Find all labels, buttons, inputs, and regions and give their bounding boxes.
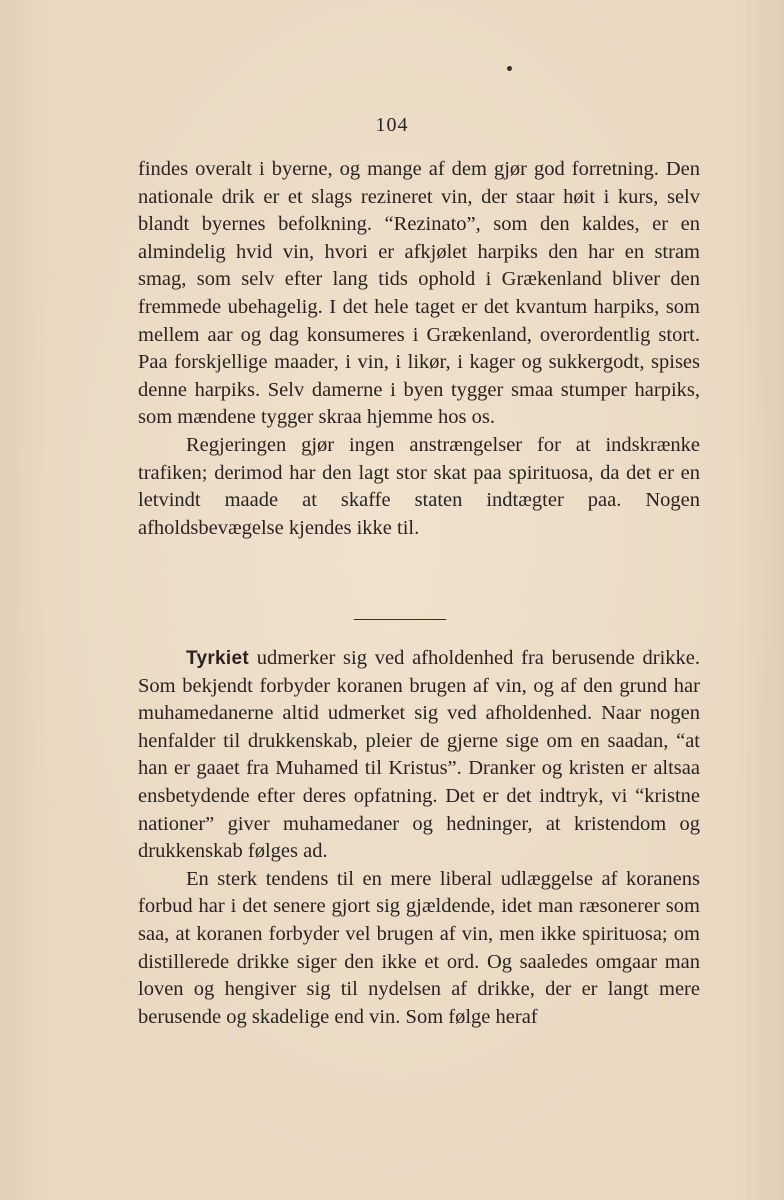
ink-speck [507, 66, 512, 71]
text-block-greece [138, 156, 700, 542]
text-block-turkey [138, 645, 700, 1031]
paragraph-greece-harpiks: findes overalt i byerne, og mange af dem gjør god forretning. Den nationale drik er et slags rezineret vin, der staar høit i kurs, selv blandt byernes befolkning. “Rezinato”, som den kaldes, er en almindelig hvid vin, hvori er afkjølet harpiks den har en stram smag, som selv efter lang tids ophold i Grækenland bliver den fremmede ubehagelig. I det hele taget er det kvantum harpiks, som mellem aar og dag konsumeres i Grækenland, overordentlig stort. Paa forskjellige maader, i vin, i likør, i kager og sukkergodt, spises denne harpiks. Selv damerne i byen tygger smaa stumper harpiks, som mændene tygger skraa hjemme hos os. [138, 158, 700, 429]
paragraph-turkey-koran: En sterk tendens til en mere liberal udlæggelse af koranens forbud har i det senere gjort sig gjældende, idet man ræsonerer som saa, at koranen forbyder vel brugen af vin, men ikke spirituosa; om distillerede drikke siger den ikke et ord. Og saaledes omgaar man loven og hengiver sig til nydelsen af drikke, der er langt mere berusende og skadelige end vin. Som følge heraf [138, 867, 700, 1028]
section-lead-word: Tyrkiet [186, 648, 249, 669]
paragraph-turkey-intro-text: udmerker sig ved afholdenhed fra berusende drikke. Som bekjendt forbyder koranen brugen af vin, og af den grund har muhamedanerne altid udmerket sig ved afholdenhed. Naar nogen henfalder til drukkenskab, pleier de gjerne sige om en saadan, “at han er gaaet fra Muhamed til Kristus”. Dranker og kristen er altsaa ensbetydende efter deres opfatning. Det er det indtryk, vi “kristne nationer” giver muhamedaner og hedninger, at kristendom og drukkenskab følges ad. [138, 647, 700, 863]
paragraph-greece-government: Regjeringen gjør ingen anstrængelser for at indskrænke trafiken; derimod har den lagt stor skat paa spirituosa, da det er en letvindt maade at skaffe staten indtægter paa. Nogen afholdsbevægelse kjendes ikke til. [138, 433, 700, 539]
section-divider [354, 619, 446, 620]
paragraph-turkey-intro [138, 645, 700, 866]
page-number: 104 [375, 114, 409, 136]
